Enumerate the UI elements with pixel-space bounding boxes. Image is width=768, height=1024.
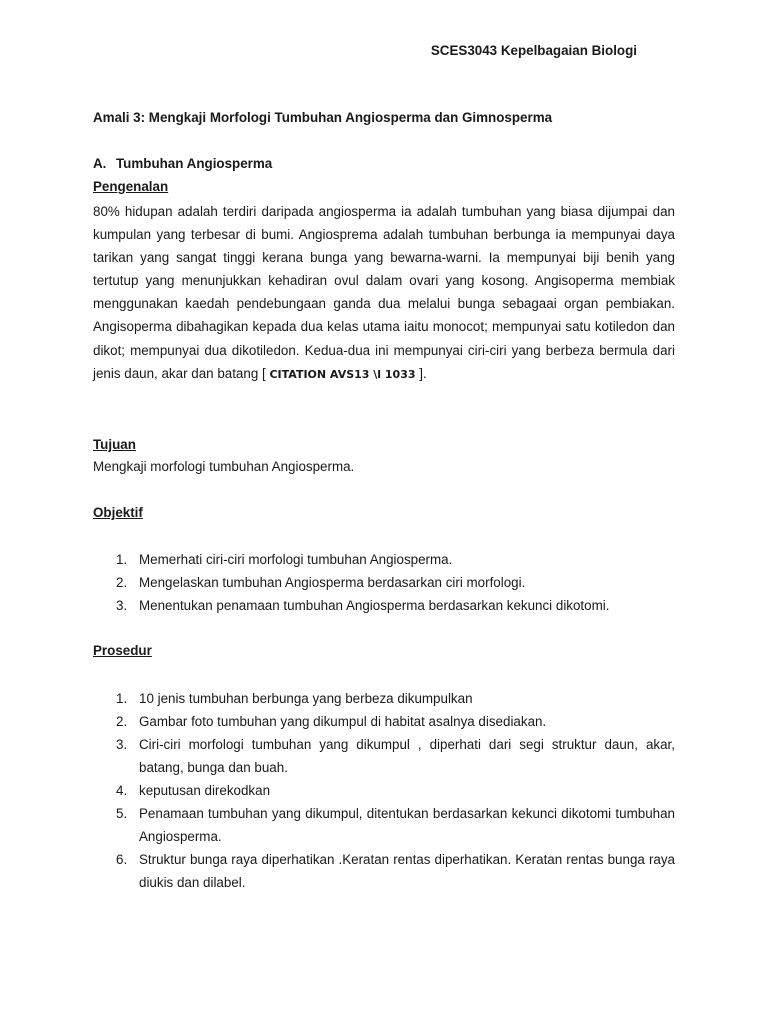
document-title: Amali 3: Mengkaji Morfologi Tumbuhan Angiosperma dan Gimnosperma — [93, 110, 553, 125]
list-number: 5. — [116, 806, 128, 821]
citation-open: [ — [262, 365, 270, 381]
list-number: 2. — [116, 575, 128, 590]
citation-close: ]. — [415, 365, 427, 381]
list-item — [93, 802, 675, 848]
objektif-list — [93, 548, 675, 617]
list-number: 6. — [116, 852, 128, 867]
list-text: keputusan direkodkan — [139, 783, 271, 798]
list-item — [93, 571, 675, 594]
objektif-heading: Objektif — [93, 505, 143, 520]
tujuan-heading: Tujuan — [93, 437, 136, 452]
list-item — [93, 687, 675, 710]
list-text: Memerhati ciri-ciri morfologi tumbuhan Angiosperma. — [139, 552, 453, 567]
list-item — [93, 594, 675, 617]
pengenalan-heading: Pengenalan — [93, 179, 169, 194]
list-item — [93, 710, 675, 733]
tujuan-body: Mengkaji morfologi tumbuhan Angiosperma. — [93, 459, 355, 474]
list-number: 1. — [116, 691, 128, 706]
citation-field: CITATION AVS13 \l 1033 — [269, 367, 416, 381]
prosedur-heading: Prosedur — [93, 643, 152, 658]
list-text: Mengelaskan tumbuhan Angiosperma berdasarkan ciri morfologi. — [139, 575, 526, 590]
pengenalan-paragraph — [93, 200, 675, 386]
list-number: 4. — [116, 783, 128, 798]
list-item — [93, 733, 675, 779]
list-text: Penamaan tumbuhan yang dikumpul, ditentukan berdasarkan kekunci dikotomi tumbuhan Angiosperma. — [139, 806, 675, 844]
course-header: SCES3043 Kepelbagaian Biologi — [430, 43, 637, 58]
list-text: Ciri-ciri morfologi tumbuhan yang dikumpul , diperhati dari segi struktur daun, akar, batang, bunga dan buah. — [139, 737, 675, 775]
list-text: Menentukan penamaan tumbuhan Angiosperma berdasarkan kekunci dikotomi. — [139, 598, 610, 613]
list-number: 3. — [116, 598, 128, 613]
list-item — [93, 548, 675, 571]
prosedur-list — [93, 687, 675, 894]
section-a-heading — [93, 156, 272, 171]
list-text: Struktur bunga raya diperhatikan .Keratan rentas diperhatikan. Keratan rentas bunga raya diukis dan dilabel. — [139, 852, 675, 890]
list-text: Gambar foto tumbuhan yang dikumpul di habitat asalnya disediakan. — [139, 714, 547, 729]
list-item — [93, 848, 675, 894]
list-item — [93, 779, 675, 802]
list-number: 2. — [116, 714, 128, 729]
list-number: 3. — [116, 737, 128, 752]
list-text: 10 jenis tumbuhan berbunga yang berbeza dikumpulkan — [139, 691, 473, 706]
section-a-label: Tumbuhan Angiosperma — [116, 156, 273, 171]
pengenalan-body: 80% hidupan adalah terdiri daripada angiosperma ia adalah tumbuhan yang biasa dijumpai dan kumpulan yang terbesar di bumi. Angiosprema adalah tumbuhan berbunga ia mempunyai daya tarikan yang sangat tinggi kerana bunga yang bewarna-warni. Ia mempunyai biji benih yang tertutup yang menunjukkan kehadiran ovul dalam ovari yang kosong. Angisoperma membiak menggunakan kaedah pendebungaan ganda dua melalui bunga sebagaai organ pembiakan. Angisoperma dibahagikan kepada dua kelas utama iaitu monocot; mempunyai satu kotiledon dan dikot; mempunyai dua dikotiledon. Kedua-dua ini mempunyai ciri-ciri yang berbeza bermula dari jenis daun, akar dan batang — [93, 204, 675, 381]
list-number: 1. — [116, 552, 128, 567]
section-a-letter: A. — [93, 156, 107, 171]
